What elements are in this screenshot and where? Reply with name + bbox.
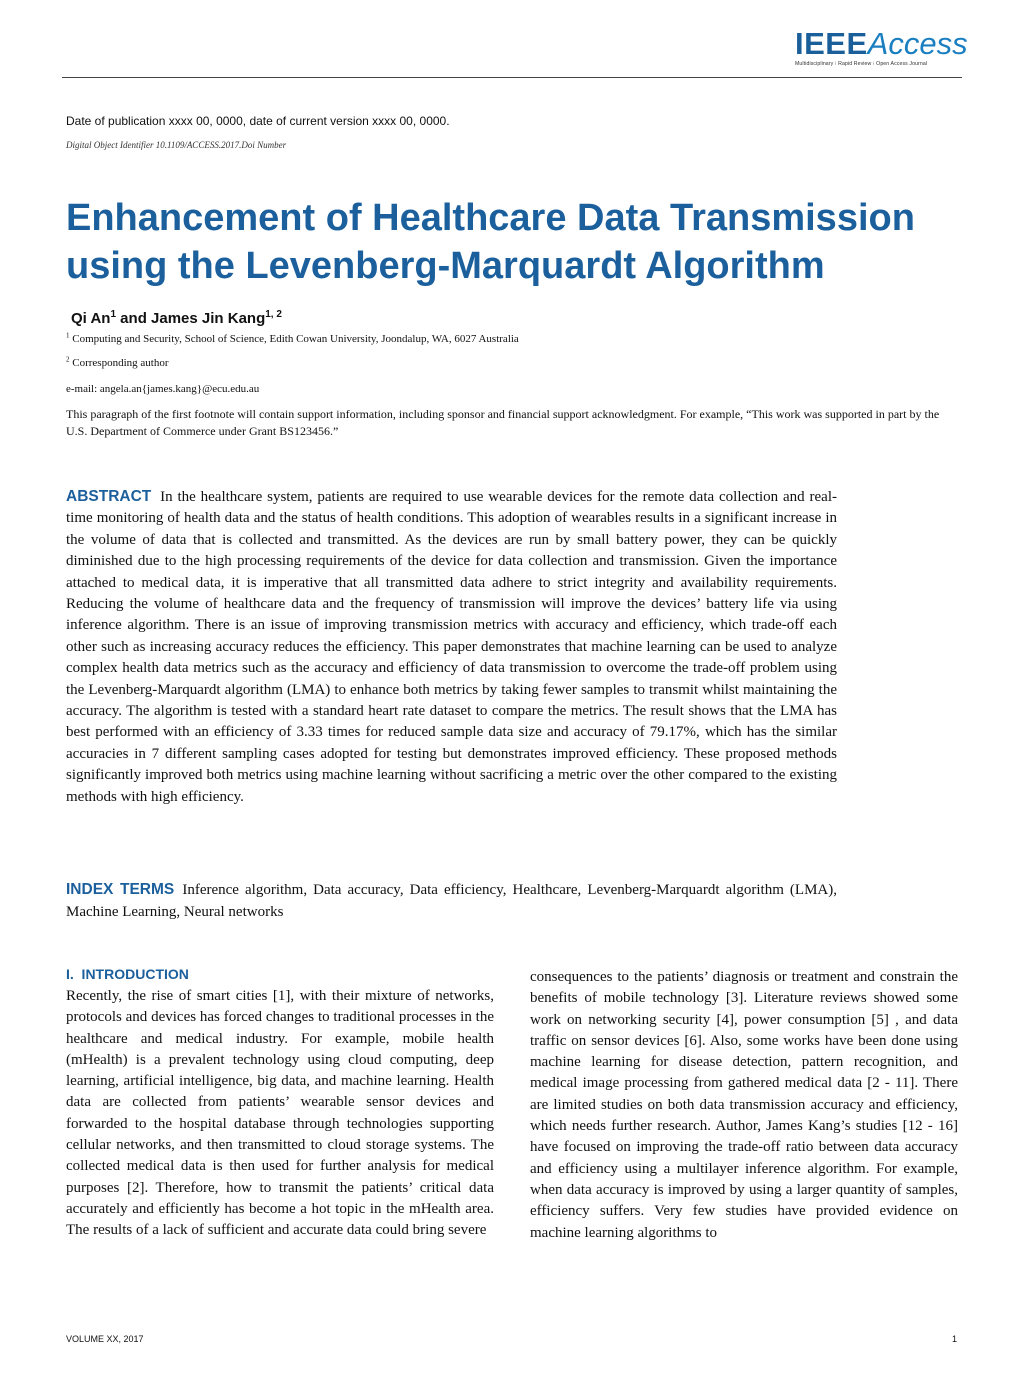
index-terms-heading: INDEX TERMS <box>66 881 175 898</box>
support-footnote: This paragraph of the first footnote will contain support information, including sponsor and financial support acknowledgment. For example, “This work was supported in part by the U.S. Department of Commerce under Grant BS123456.” <box>66 407 940 438</box>
paper-title <box>66 194 966 290</box>
header-divider <box>62 77 962 78</box>
index-terms <box>66 879 837 923</box>
corresponding-footnote <box>66 357 168 369</box>
footer-volume: VOLUME XX, 2017 <box>66 1334 144 1344</box>
title-line-1: Enhancement of Healthcare Data Transmission <box>66 197 915 239</box>
title-line-2: using the Levenberg-Marquardt Algorithm <box>66 245 825 287</box>
abstract-heading: ABSTRACT <box>66 488 152 505</box>
corresponding-text: Corresponding author <box>69 357 169 369</box>
affiliation-text: Computing and Security, School of Science, Edith Cowan University, Joondalup, WA, 6027 Australia <box>69 333 519 345</box>
affiliation-footnote <box>66 333 519 345</box>
page-number: 1 <box>952 1334 958 1344</box>
introduction-left-column: Recently, the rise of smart cities [1], with their mixture of networks, protocols and devices has forced changes to traditional processes in the healthcare and medical industry. For example, mobile health (mHealth) is a prevalent technology using cloud computing, deep learning, artificial intelligence, big data, and machine learning. Health data are collected from patients’ wearable sensor devices and forwarded to the hospital database through technologies supporting cellular networks, and then transmitted to cloud storage systems. The collected medical data is then used for further analysis for medical purposes [2]. Therefore, how to transmit the patients’ critical data accurately and efficiently has become a hot topic in the mHealth area. The results of a lack of sufficient and accurate data could bring severe <box>66 988 494 1239</box>
affiliation-mark: 1 <box>66 331 70 340</box>
email-line: e-mail: angela.an{james.kang}@ecu.edu.au <box>66 383 260 395</box>
doi-line: Digital Object Identifier 10.1109/ACCESS.2017.Doi Number <box>66 140 287 150</box>
author-2: James Jin Kang <box>151 310 266 327</box>
corresponding-mark: 2 <box>66 355 70 364</box>
logo-ieee-text: IEEE <box>795 26 868 61</box>
logo-tagline: Multidisciplinary ⁝ Rapid Review ⁝ Open Access Journal <box>795 61 928 67</box>
author-2-affiliation-mark: 1, 2 <box>265 309 282 320</box>
section-heading-introduction: I. INTRODUCTION <box>66 966 189 982</box>
abstract <box>66 486 837 808</box>
abstract-text: In the healthcare system, patients are required to use wearable devices for the remote data collection and real-time monitoring of health data and the status of health conditions. This adoption of wearables results in a significant increase in the volume of data that is collected and transmitted. As the devices are run by small battery power, they can be quickly diminished due to the high processing requirements of the device for data collection and transmission. Given the importance attached to medical data, it is imperative that all transmitted data adhere to strict integrity and availability requirements. Reducing the volume of healthcare data and the frequency of transmission will improve the devices’ battery life via using inference algorithm. There is an issue of improving transmission metrics with accuracy and efficiency, which trade-off each other such as increasing accuracy reduces the efficiency. This paper demonstrates that machine learning can be used to analyze complex health data metrics such as the accuracy and efficiency of data transmission to overcome the trade-off problem using the Levenberg-Marquardt algorithm (LMA) to enhance both metrics by taking fewer samples to transmit whilst maintaining the accuracy. The algorithm is tested with a standard heart rate dataset to compare the metrics. The result shows that the LMA has best performed with an efficiency of 3.33 times for reduced sample data size and accuracy of 79.17%, which has the similar accuracies in 7 different sampling cases adopted for testing but demonstrates improved efficiency. These proposed methods significantly improved both metrics using machine learning without sacrificing a metric over the other compared to the existing methods with high efficiency. <box>66 489 837 805</box>
index-terms-text: Inference algorithm, Data accuracy, Data efficiency, Healthcare, Levenberg-Marquardt algorithm (LMA), Machine Learning, Neural networks <box>66 882 838 920</box>
ieee-access-logo <box>795 26 968 76</box>
logo-access-text: Access <box>867 26 968 61</box>
author-1-affiliation-mark: 1 <box>110 309 117 320</box>
introduction-right-column: consequences to the patients’ diagnosis or treatment and constrain the benefits of mobile technology [3]. Literature reviews showed some work on networking security [4], power consumption [5] , and data traffic on sensor devices [6]. Also, some works have been done using machine learning for disease detection, pattern recognition, and medical image processing from gathered medical data [2 - 11]. There are limited studies on both data transmission accuracy and efficiency, which needs further research. Author, James Kang’s studies [12 - 16] have focused on improving the trade-off ratio between data accuracy and efficiency using a multilayer inference algorithm. For example, when data accuracy is improved by using a larger quantity of samples, efficiency suffers. Very few studies have provided evidence on machine learning algorithms to <box>530 969 958 1241</box>
author-list <box>71 310 282 327</box>
publication-date: Date of publication xxxx 00, 0000, date of current version xxxx 00, 0000. <box>66 114 450 128</box>
author-conjunction: and <box>116 310 152 327</box>
author-1: Qi An <box>71 310 111 327</box>
